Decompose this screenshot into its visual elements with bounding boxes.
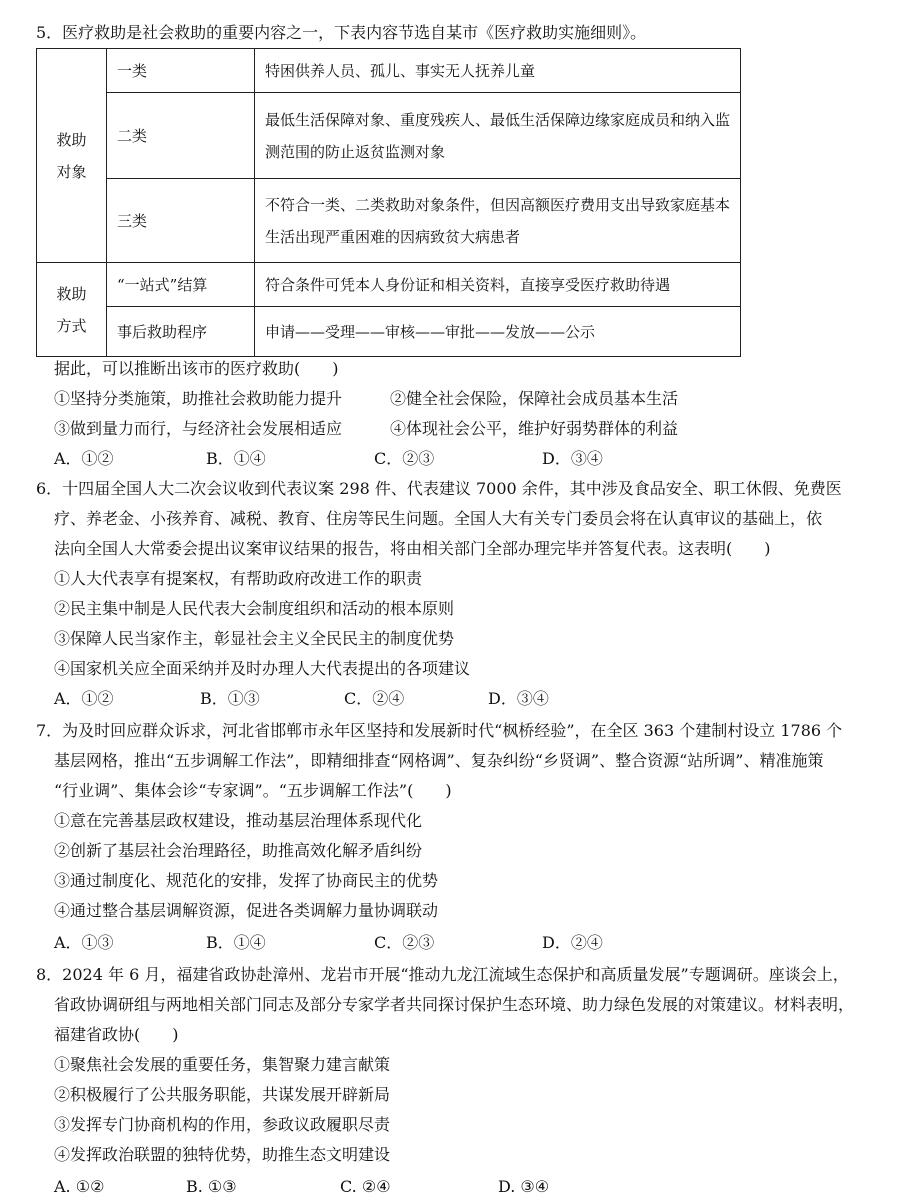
- table-row: [37, 263, 741, 307]
- q7-item-3: ③通过制度化、规范化的安排，发挥了协商民主的优势: [54, 871, 439, 890]
- q6-item-2: ②民主集中制是人民代表大会制度组织和活动的根本原则: [54, 599, 455, 618]
- q7-stem-line-2: 基层网格，推出“五步调解工作法”，即精细排查“网格调”、复杂纠纷“乡贤调”、整合资源“站所调”、精准施策: [54, 751, 824, 770]
- q7-item-2: ②创新了基层社会治理路径，助推高效化解矛盾纠纷: [54, 841, 423, 860]
- q6-item-3: ③保障人民当家作主，彰显社会主义全民民主的制度优势: [54, 629, 455, 648]
- row-label: 事后救助程序: [107, 307, 255, 357]
- q7-stem-line-3: “行业调”、集体会诊“专家调”。“五步调解工作法”( ): [54, 781, 452, 800]
- row-content: 特困供养人员、孤儿、事实无人抚养儿童: [255, 49, 741, 93]
- q5-option-b[interactable]: B．①④: [206, 449, 266, 468]
- table-row: [37, 49, 741, 93]
- q6-stem-line-1: 6．十四届全国人大二次会议收到代表议案 298 件、代表建议 7000 余件，其中涉及食品安全、职工休假、免费医: [36, 479, 842, 498]
- q8-stem-line-3: 福建省政协( ): [54, 1025, 179, 1044]
- q7-option-b[interactable]: B．①④: [206, 933, 266, 952]
- table-row: [37, 307, 741, 357]
- q5-item-2: ②健全社会保险，保障社会成员基本生活: [390, 389, 679, 408]
- q8-option-b[interactable]: B. ①③: [186, 1177, 237, 1196]
- q8-stem-line-1: 8．2024 年 6 月，福建省政协赴漳州、龙岩市开展“推动九龙江流域生态保护和高质量发展”专题调研。座谈会上，: [36, 965, 849, 984]
- table-row: [37, 93, 741, 179]
- q5-question: 据此，可以推断出该市的医疗救助( ): [54, 359, 339, 378]
- row-content: 最低生活保障对象、重度残疾人、最低生活保障边缘家庭成员和纳入监测范围的防止返贫监测对象: [255, 93, 741, 179]
- row-content: 申请——受理——审核——审批——发放——公示: [255, 307, 741, 357]
- q6-option-c[interactable]: C．②④: [344, 689, 405, 708]
- q8-option-c[interactable]: C. ②④: [340, 1177, 391, 1196]
- row-content: 不符合一类、二类救助对象条件，但因高额医疗费用支出导致家庭基本生活出现严重困难的因病致贫大病患者: [255, 179, 741, 263]
- q5-item-4: ④体现社会公平，维护好弱势群体的利益: [390, 419, 679, 438]
- q8-stem-line-2: 省政协调研组与两地相关部门同志及部分专家学者共同探讨保护生态环境、助力绿色发展的对策建议。材料表明，: [54, 995, 855, 1014]
- q5-table: [36, 48, 741, 357]
- q6-stem-line-2: 疗、养老金、小孩养育、减税、教育、住房等民生问题。全国人大有关专门委员会将在认真审议的基础上，依: [54, 509, 823, 528]
- q7-item-1: ①意在完善基层政权建设，推动基层治理体系现代化: [54, 811, 423, 830]
- row-label: 三类: [107, 179, 255, 263]
- q8-item-2: ②积极履行了公共服务职能，共谋发展开辟新局: [54, 1085, 391, 1104]
- q5-option-d[interactable]: D．③④: [542, 449, 603, 468]
- q6-option-a[interactable]: A．①②: [54, 689, 114, 708]
- q8-item-3: ③发挥专门协商机构的作用，参政议政履职尽责: [54, 1115, 391, 1134]
- q6-option-d[interactable]: D．③④: [488, 689, 549, 708]
- q5-option-c[interactable]: C．②③: [374, 449, 435, 468]
- group-label-methods: 救助 方式: [37, 263, 107, 357]
- group-label-recipients: 救助 对象: [37, 49, 107, 263]
- q5-item-1: ①坚持分类施策，助推社会救助能力提升: [54, 389, 343, 408]
- q8-option-d[interactable]: D. ③④: [498, 1177, 550, 1196]
- q7-option-a[interactable]: A．①③: [54, 933, 114, 952]
- q6-option-b[interactable]: B．①③: [200, 689, 260, 708]
- row-label: 一类: [107, 49, 255, 93]
- q8-option-a[interactable]: A. ①②: [54, 1177, 105, 1196]
- q8-item-1: ①聚焦社会发展的重要任务，集智聚力建言献策: [54, 1055, 391, 1074]
- q7-stem-line-1: 7．为及时回应群众诉求，河北省邯郸市永年区坚持和发展新时代“枫桥经验”，在全区 363 个建制村设立 1786 个: [36, 721, 843, 740]
- q6-item-4: ④国家机关应全面采纳并及时办理人大代表提出的各项建议: [54, 659, 471, 678]
- q6-stem-line-3: 法向全国人大常委会提出议案审议结果的报告，将由相关部门全部办理完毕并答复代表。这表明( ): [54, 539, 771, 558]
- q7-item-4: ④通过整合基层调解资源，促进各类调解力量协调联动: [54, 901, 439, 920]
- q6-item-1: ①人大代表享有提案权，有帮助政府改进工作的职责: [54, 569, 423, 588]
- q5-item-3: ③做到量力而行，与经济社会发展相适应: [54, 419, 343, 438]
- row-content: 符合条件可凭本人身份证和相关资料，直接享受医疗救助待遇: [255, 263, 741, 307]
- q7-option-c[interactable]: C．②③: [374, 933, 435, 952]
- row-label: “一站式”结算: [107, 263, 255, 307]
- q8-item-4: ④发挥政治联盟的独特优势，助推生态文明建设: [54, 1145, 391, 1164]
- row-label: 二类: [107, 93, 255, 179]
- q7-option-d[interactable]: D．②④: [542, 933, 603, 952]
- q5-stem: 5．医疗救助是社会救助的重要内容之一，下表内容节选自某市《医疗救助实施细则》。: [36, 23, 647, 42]
- table-row: [37, 179, 741, 263]
- q5-option-a[interactable]: A．①②: [54, 449, 114, 468]
